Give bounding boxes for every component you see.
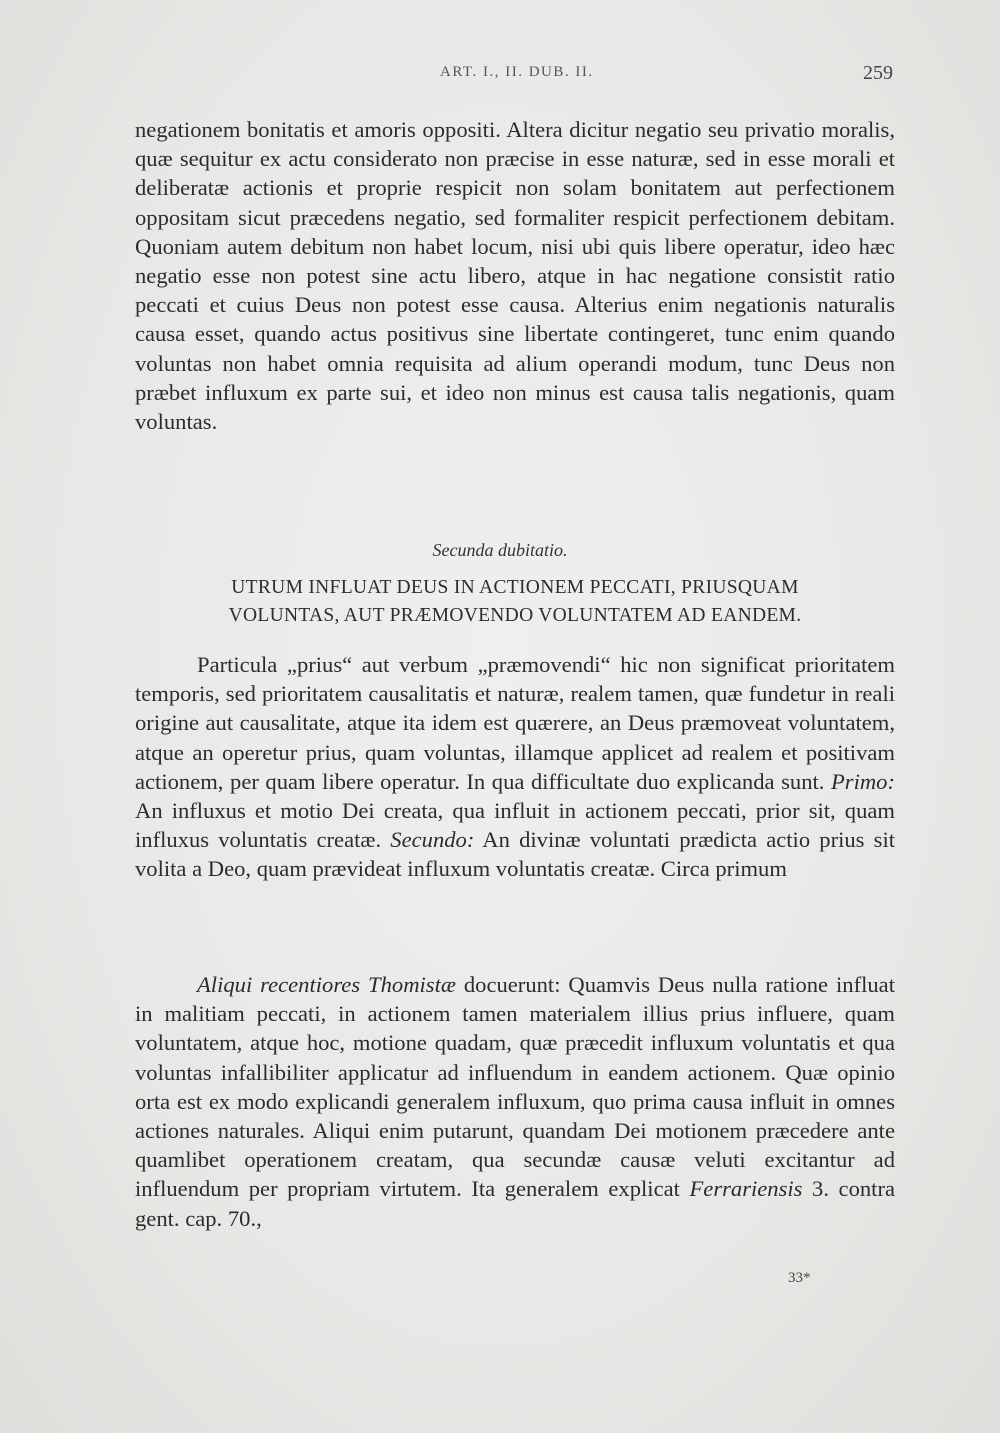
- section-caption: Secunda dubitatio.: [432, 540, 568, 560]
- page-number: 259: [863, 62, 893, 84]
- page-header: [0, 62, 1000, 86]
- paragraph-aliqui: [135, 970, 895, 1233]
- paragraph-particula: [135, 650, 895, 884]
- heading-line-2: VOLUNTAS, AUT PRÆMOVENDO VOLUNTATEM AD EANDEM.: [228, 605, 802, 626]
- emphasis-thomistae: Aliqui recentiores Thomistæ: [197, 972, 456, 997]
- paragraph-text: [135, 970, 895, 1233]
- paragraph-continuation: [135, 115, 895, 436]
- running-head: ART. I., II. DUB. II.: [440, 64, 594, 80]
- paragraph-text: negationem bonitatis et amoris oppositi. Altera dicitur negatio seu privatio moralis, quæ sequitur ex actu considerato non præcise in esse naturæ, sed in esse morali et deliberatæ actionis et proprie respicit non solam bonitatem aut perfectionem oppositam sicut præcedens negatio, sed formaliter respicit perfectionem debitam. Quoniam autem debitum non habet locum, nisi ubi quis libere operatur, ideo hæc negatio esse non potest sine actu libero, atque in hac negatione consistit ratio peccati et cuius Deus non potest esse causa. Alterius enim negationis naturalis causa esset, quando actus positivus sine libertate contingeret, tunc enim quando voluntas non habet omnia requisita ad alium operandi modum, tunc Deus non præbet influxum ex parte sui, et ideo non minus est causa talis negationis, quam voluntas.: [135, 117, 895, 435]
- emphasis-primo: Primo:: [830, 768, 895, 794]
- text-run: An divinæ voluntati prædicta actio prius sit volita a Deo, quam prævideat influxum voluntatis creatæ. Circa primum: [135, 827, 895, 882]
- emphasis-secundo: Secundo:: [390, 827, 475, 853]
- paragraph-text: [135, 650, 895, 884]
- emphasis-ferrariensis: Ferrariensis: [689, 1176, 803, 1202]
- signature-mark: 33*: [788, 1270, 811, 1286]
- text-run: 3. contra gent. cap. 70.,: [135, 1176, 895, 1231]
- text-run: docuerunt: Quamvis Deus nulla ratione influat in malitiam peccati, in actionem tamen materialem illius prius influere, quam voluntatem, atque hoc, motione quadam, quæ præcedit influxum voluntatis et qua voluntas infallibiliter applicatur ad influendum in eandem actionem. Quæ opinio orta est ex modo explicandi generalem influxum, quo prima causa influit in omnes actiones naturales. Aliqui enim putarunt, quandam Dei motionem præcedere ante quamlibet operationem creatam, qua secundæ causæ veluti excitantur ad influendum per propriam virtutem. Ita generalem explicat: [135, 972, 895, 1202]
- text-run: An influxus et motio Dei creata, qua influit in actionem peccati, prior sit, quam influxus voluntatis creatæ.: [135, 798, 895, 853]
- heading-line-1: UTRUM INFLUAT DEUS IN ACTIONEM PECCATI, PRIUSQUAM: [231, 577, 799, 598]
- text-run: Particula „prius“ aut verbum „præmovendi“ hic non significat prioritatem temporis, sed prioritatem causalitatis et naturæ, realem tamen, quæ fundetur in reali origine aut causalitate, atque ita idem est quærere, an Deus præmoveat voluntatem, atque an operetur prius, quam voluntas, illamque applicet ad realem et positivam actionem, per quam libere operatur. In qua difficultate duo explicanda sunt.: [135, 652, 895, 794]
- section-heading: [135, 574, 895, 630]
